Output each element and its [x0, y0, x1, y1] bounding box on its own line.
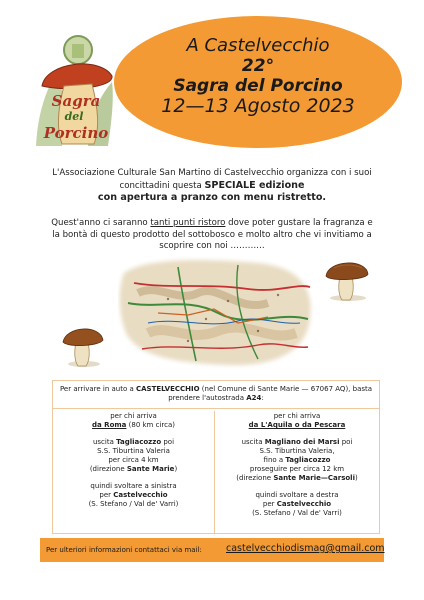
aquila-heading: [216, 412, 378, 430]
aquila-turn: [216, 491, 378, 518]
intro2-pre: Quest'anno ci saranno: [51, 218, 151, 228]
roma-poi: poi: [161, 438, 175, 446]
roma-from: da Roma: [92, 421, 127, 429]
directions-from-aquila: [216, 411, 378, 533]
dir-head-post: (nel Comune di Sante Marie — 67067 AQ), basta prendere l'autostrada: [168, 385, 373, 403]
aquila-dir-target: Sante Marie—Carsoli: [273, 474, 355, 482]
intro2-post: dove poter gustare la fragranza e la bontà di questo prodotto del sottobosco e molto altro che vi invitiamo a scoprire con noi …………: [52, 218, 373, 251]
roma-per: per: [99, 491, 114, 499]
aquila-chi: per chi arriva: [273, 412, 321, 420]
intro-text: L'Associazione Culturale San Martino di Castelvecchio organizza con i suoi concittadini questa: [52, 168, 372, 191]
directions-header: [53, 381, 379, 409]
intro-paragraph: [40, 168, 384, 205]
intro-paragraph-2: [50, 218, 374, 253]
mushroom-right-image: [322, 254, 372, 302]
roma-turn-text: quindi svoltare a sinistra: [90, 482, 177, 490]
dir-head-a24: A24: [246, 394, 262, 403]
aquila-from: da L'Aquila o da Pescara: [248, 421, 346, 429]
intro2-punti-ristoro: tanti punti ristoro: [150, 218, 226, 228]
aquila-dir-open: (direzione: [236, 474, 274, 482]
roma-exit-name: Tagliacozzo: [116, 438, 162, 446]
title-dates: 12—13 Agosto 2023: [161, 95, 355, 117]
event-title-block: [124, 36, 392, 116]
aquila-fino: fino a: [263, 456, 286, 464]
roma-route: [53, 438, 214, 474]
mushroom-left-image: [60, 322, 106, 368]
roma-uscita: uscita: [92, 438, 117, 446]
logo-word-porcino: Porcino: [43, 124, 109, 142]
roma-dir-target: Sante Marie: [126, 465, 175, 473]
title-edition: 22°: [241, 56, 275, 76]
roma-distance: per circa 4 km: [108, 456, 159, 464]
dir-head-pre: Per arrivare in auto a: [59, 385, 136, 393]
roma-stefano: (S. Stefano / Val de' Varri): [88, 500, 179, 508]
title-event-name: Sagra del Porcino: [173, 76, 343, 96]
sagra-logo: [28, 28, 124, 146]
roma-turn: [53, 482, 214, 509]
directions-from-roma: [53, 411, 215, 533]
contact-label: Per ulteriori informazioni contattaci via mail:: [46, 546, 202, 554]
aquila-stefano: (S. Stefano / Val de' Varri): [252, 509, 342, 517]
roma-dir-close: ): [174, 465, 178, 473]
dir-head-end: :: [261, 394, 264, 403]
contact-bar: [40, 538, 384, 562]
aquila-route: [216, 438, 378, 483]
aquila-road: S.S. Tiburtina Valeria,: [259, 447, 335, 455]
roma-km: (80 km circa): [126, 421, 175, 429]
area-map-image: [118, 253, 316, 371]
intro-speciale: SPECIALE edizione: [204, 179, 305, 191]
aquila-distance: proseguire per circa 12 km: [249, 465, 345, 473]
aquila-dir-close: ): [354, 474, 358, 482]
aquila-castelvecchio: Castelvecchio: [276, 500, 332, 508]
contact-email-link[interactable]: castelvecchiodismag@gmail.com: [226, 543, 385, 554]
intro-pranzo: con apertura a pranzo con menu ristretto.: [97, 192, 327, 203]
roma-chi: per chi arriva: [110, 412, 157, 420]
roma-road: S.S. Tiburtina Valeria: [97, 447, 170, 455]
aquila-tagliacozzo: Tagliacozzo: [285, 456, 331, 464]
aquila-per: per: [262, 500, 277, 508]
roma-dir-open: (direzione: [89, 465, 127, 473]
roma-heading: [53, 412, 214, 430]
aquila-uscita: uscita: [241, 438, 265, 446]
aquila-poi: poi: [339, 438, 353, 446]
logo-word-sagra: Sagra: [51, 92, 101, 110]
dir-head-town: CASTELVECCHIO: [136, 385, 200, 393]
directions-box: [52, 380, 380, 534]
aquila-turn-text: quindi svoltare a destra: [255, 491, 339, 499]
logo-word-del: del: [64, 110, 84, 123]
title-location: A Castelvecchio: [186, 35, 330, 56]
aquila-exit-name: Magliano dei Marsi: [264, 438, 340, 446]
roma-castelvecchio: Castelvecchio: [113, 491, 168, 499]
